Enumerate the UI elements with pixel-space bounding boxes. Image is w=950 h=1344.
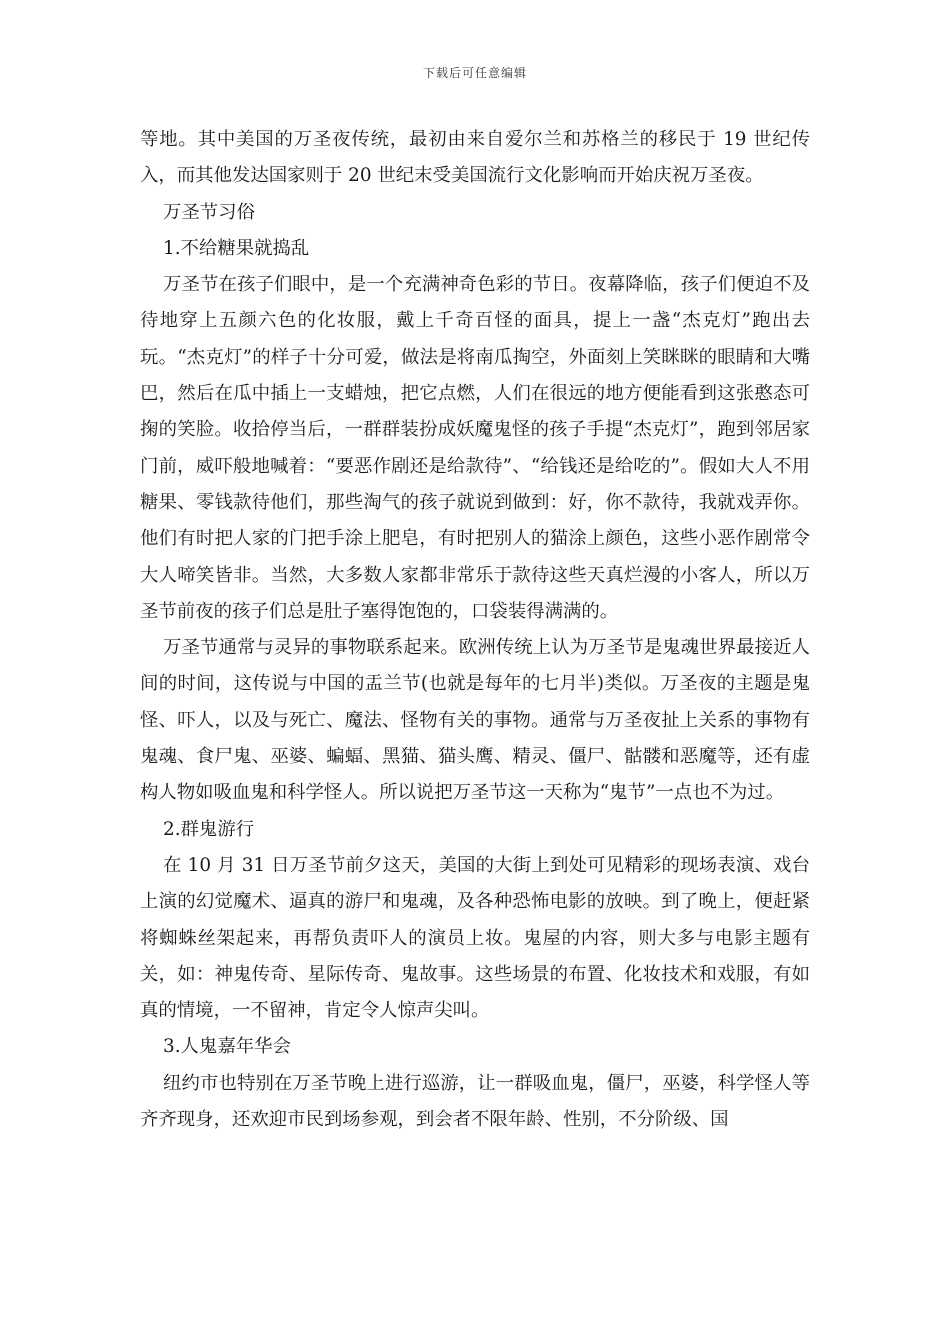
document-body bbox=[140, 122, 810, 1138]
paragraph-ghost-parade: 在 10 月 31 日万圣节前夕这天，美国的大街上到处可见精彩的现场表演、戏台上演的幻觉魔术、逼真的游尸和鬼魂，及各种恐怖电影的放映。到了晚上，便赶紧将蜘蛛丝架起来，再帮负责吓人的演员上妆。鬼屋的内容，则大多与电影主题有关，如：神鬼传奇、星际传奇、鬼故事。这些场景的布置、化妆技术和戏服，有如真的情境，一不留神，肯定令人惊声尖叫。 bbox=[140, 854, 810, 1022]
paragraph-trick-or-treat: 万圣节在孩子们眼中，是一个充满神奇色彩的节日。夜幕降临，孩子们便迫不及待地穿上五颜六色的化妆服，戴上千奇百怪的面具，提上一盏“杰克灯”跑出去玩。“杰克灯”的样子十分可爱，做法是将南瓜掏空，外面刻上笑眯眯的眼睛和大嘴巴，然后在瓜中插上一支蜡烛，把它点燃，人们在很远的地方便能看到这张憨态可掬的笑脸。收拾停当后，一群群装扮成妖魔鬼怪的孩子手提“杰克灯”，跑到邻居家门前，威吓般地喊着：“要恶作剧还是给款待”、“给钱还是给吃的”。假如大人不用糖果、零钱款待他们，那些淘气的孩子就说到做到：好，你不款待，我就戏弄你。他们有时把人家的门把手涂上肥皂，有时把别人的猫涂上颜色，这些小恶作剧常令大人啼笑皆非。当然，大多数人家都非常乐于款待这些天真烂漫的小客人，所以万圣节前夜的孩子们总是肚子塞得饱饱的，口袋装得满满的。 bbox=[140, 274, 810, 622]
subheading-carnival: 3.人鬼嘉年华会 bbox=[163, 1036, 291, 1058]
page-header: 下载后可任意编辑 bbox=[422, 66, 527, 80]
section-heading-customs: 万圣节习俗 bbox=[163, 201, 255, 223]
paragraph-supernatural: 万圣节通常与灵异的事物联系起来。欧洲传统上认为万圣节是鬼魂世界最接近人间的时间，这传说与中国的盂兰节(也就是每年的七月半)类似。万圣夜的主题是鬼怪、吓人，以及与死亡、魔法、怪物有关的事物。通常与万圣夜扯上关系的事物有鬼魂、食尸鬼、巫婆、蝙蝠、黑猫、猫头鹰、精灵、僵尸、骷髅和恶魔等，还有虚构人物如吸血鬼和科学怪人。所以说把万圣节这一天称为“鬼节”一点也不为过。 bbox=[140, 637, 810, 804]
subheading-trick-or-treat: 1.不给糖果就捣乱 bbox=[163, 237, 310, 259]
paragraph-continuation: 等地。其中美国的万圣夜传统，最初由来自爱尔兰和苏格兰的移民于 19 世纪传入，而其他发达国家则于 20 世纪末受美国流行文化影响而开始庆祝万圣夜。 bbox=[140, 129, 810, 187]
subheading-ghost-parade: 2.群鬼游行 bbox=[163, 818, 255, 840]
paragraph-carnival: 纽约市也特别在万圣节晚上进行巡游，让一群吸血鬼，僵尸，巫婆，科学怪人等齐齐现身，还欢迎市民到场参观，到会者不限年龄、性别，不分阶级、国 bbox=[140, 1072, 810, 1131]
